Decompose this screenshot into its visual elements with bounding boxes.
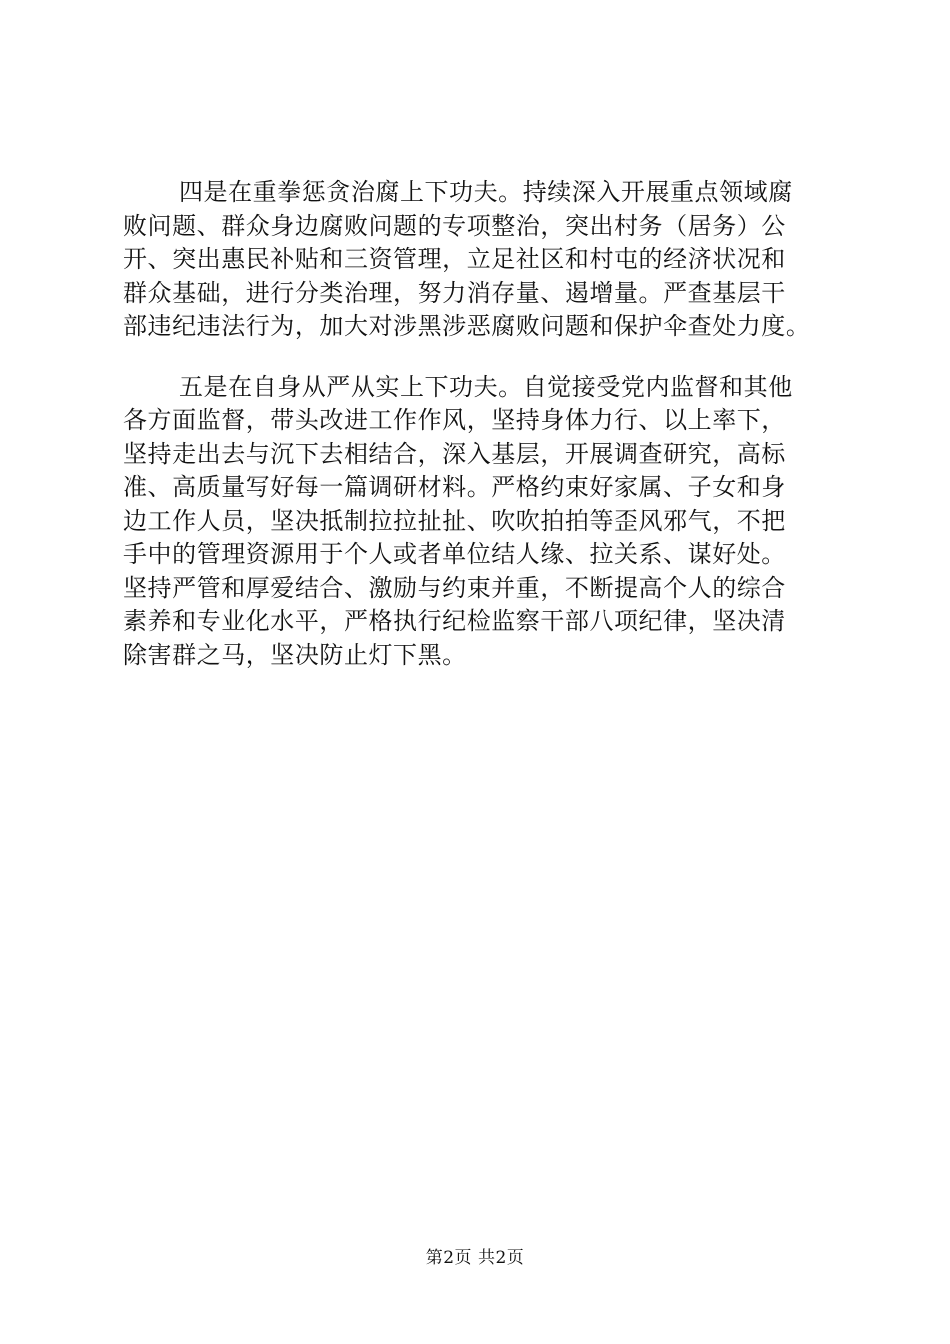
paragraph-line: 准、高质量写好每一篇调研材料。严格约束好家属、子女和身 (123, 473, 786, 501)
page-number-footer: 第2页 共2页 (425, 1248, 525, 1268)
paragraph-line: 四是在重拳惩贪治腐上下功夫。持续深入开展重点领域腐 (179, 178, 793, 206)
paragraph-line: 素养和专业化水平，严格执行纪检监察干部八项纪律，坚决清 (123, 607, 786, 635)
paragraph-five (123, 371, 843, 673)
paragraph-line: 坚持严管和厚爱结合、激励与约束并重，不断提高个人的综合 (123, 573, 786, 602)
paragraph-line: 败问题、群众身边腐败问题的专项整治，突出村务（居务）公 (123, 211, 786, 240)
paragraph-line: 坚持走出去与沉下去相结合，深入基层，开展调查研究，高标 (123, 439, 786, 468)
paragraph-line: 边工作人员，坚决抵制拉拉扯扯、吹吹拍拍等歪风邪气，不把 (123, 506, 786, 535)
paragraph-four (123, 176, 843, 344)
paragraph-line: 手中的管理资源用于个人或者单位结人缘、拉关系、谋好处。 (123, 540, 786, 568)
paragraph-line: 部违纪违法行为，加大对涉黑涉恶腐败问题和保护伞查处力度。 (123, 312, 811, 340)
paragraph-line: 五是在自身从严从实上下功夫。自觉接受党内监督和其他 (179, 372, 793, 401)
document-body (123, 176, 843, 699)
paragraph-line: 群众基础，进行分类治理，努力消存量、遏增量。严查基层干 (123, 278, 786, 307)
paragraph-line: 开、突出惠民补贴和三资管理，立足社区和村屯的经济状况和 (123, 245, 786, 273)
paragraph-line: 除害群之马，坚决防止灯下黑。 (123, 640, 467, 669)
paragraph-line: 各方面监督，带头改进工作作风，坚持身体力行、以上率下， (123, 406, 786, 434)
